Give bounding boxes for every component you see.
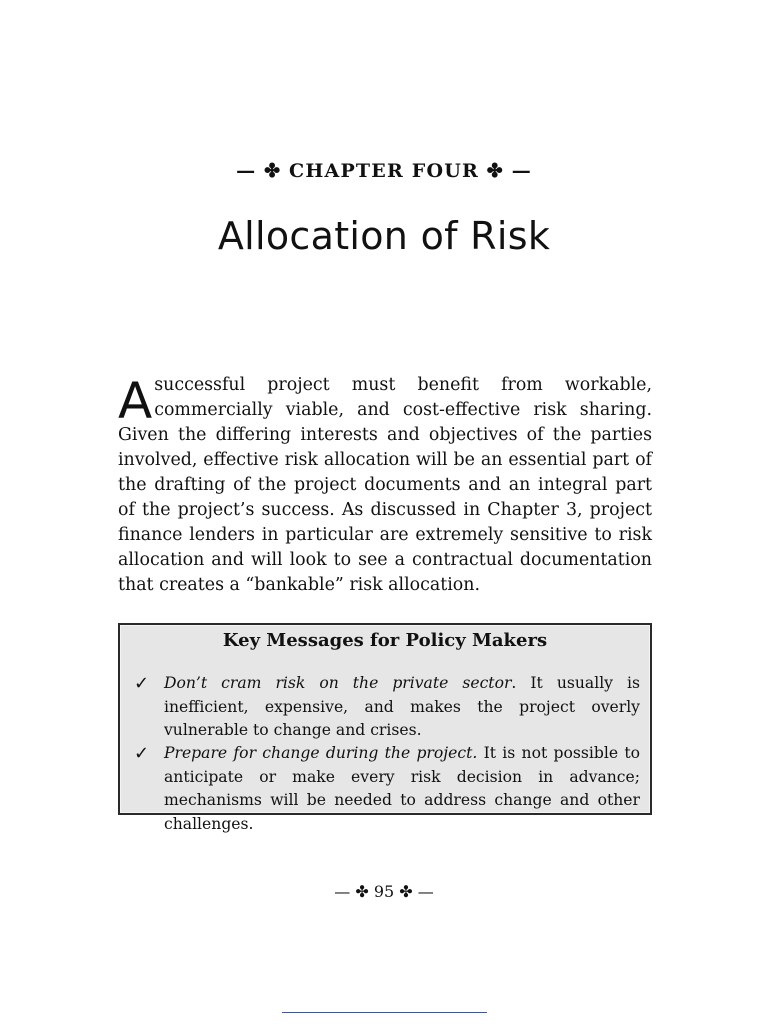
intro-paragraph — [118, 373, 652, 598]
page-number: — ✤ 95 ✤ — — [334, 882, 434, 901]
key-message-emphasis: Don’t cram risk on the private sector — [164, 674, 512, 692]
intro-text: successful project must benefit from workable, commercially viable, and cost-effective risk sharing. Given the differing interests and objectives of the parties involved, effective risk allocation will be an essential part of the drafting of the project documents and an integral part of the project’s success. As discussed in Chapter 3, project finance lenders in particular are extremely sensitive to risk allocation and will look to see a contractual documentation that creates a “bankable” risk allocation. — [118, 375, 652, 595]
key-message-text: . It usually is inefficient, expensive, and makes the project overly vulnerable to change and crises. — [164, 674, 640, 739]
check-icon: ✓ — [134, 673, 150, 694]
key-message-item — [134, 742, 640, 836]
chapter-label: — ✤ CHAPTER FOUR ✤ — — [236, 160, 532, 182]
key-message-emphasis: Prepare for change during the project. — [164, 744, 478, 762]
footer-rule — [282, 1012, 487, 1013]
key-message-item — [134, 672, 640, 743]
key-messages-box — [118, 623, 652, 833]
check-icon: ✓ — [134, 743, 150, 764]
key-messages-title: Key Messages for Policy Makers — [222, 630, 548, 651]
drop-cap: A — [118, 372, 153, 430]
chapter-title: Allocation of Risk — [217, 214, 551, 258]
key-message-text: It is not possible to anticipate or make every risk decision in advance; mechanisms will be needed to address change and other challenges. — [164, 744, 640, 833]
